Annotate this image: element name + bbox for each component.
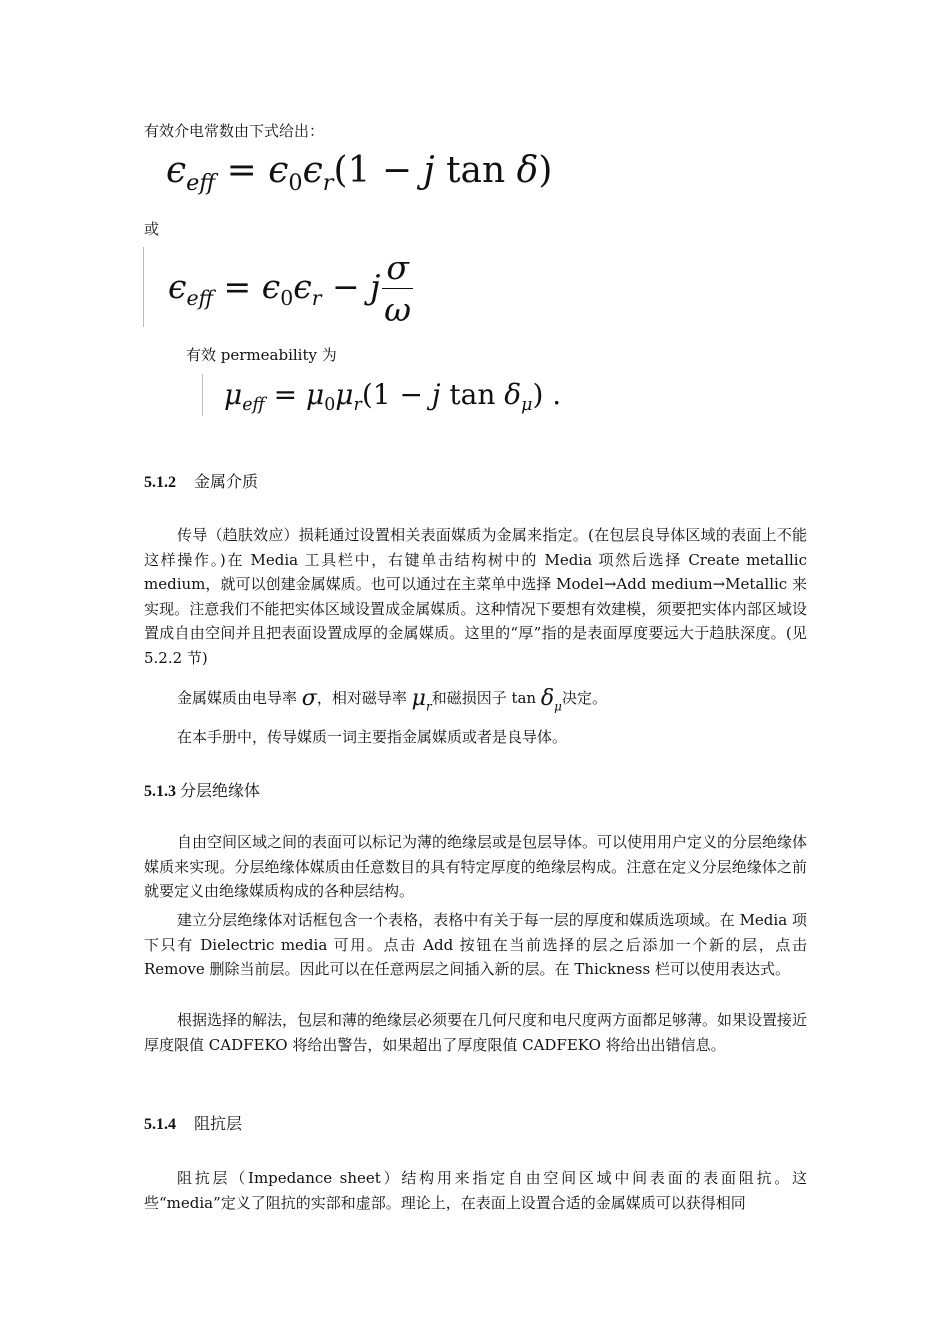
section-paragraph: 阻抗层（Impedance sheet）结构用来指定自由空间区域中间表面的表面阻抗。这些“media”定义了阻抗的实部和虚部。理论上，在表面上设置合适的金属媒质可以获得相同 (144, 1169, 807, 1212)
section-paragraph: 建立分层绝缘体对话框包含一个表格，表格中有关于每一层的厚度和媒质选项域。在 Media 项下只有 Dielectric media 可用。点击 Add 按钮在当前选择的层之后添加一个新的层，点击 Remove 删除当前层。因此可以在任意两层之间插入新的层。在 Thickness 栏可以使用表达式。 (144, 911, 807, 978)
formula-border (202, 374, 203, 416)
permeability-line: 有效 permeability 为 (186, 346, 337, 364)
section-heading-5-1-4: 5.1.4 阻抗层 (144, 1114, 243, 1133)
section-heading-5-1-3: 5.1.3 分层绝缘体 (144, 781, 261, 800)
section-paragraph: 传导（趋肤效应）损耗通过设置相关表面媒质为金属来指定。(在包层良导体区域的表面上不能这样操作。)在 Media 工具栏中，右键单击结构树中的 Media 项然后选择 Create metallic medium，就可以创建金属媒质。也可以通过在主菜单中选择 Model→Add medium→Metallic 来实现。注意我们不能把实体区域设置成金属媒质。这种情况下要想有效建模，须要把实体内部区域设置成自由空间并且把表面设置成厚的金属媒质。这里的“厚”指的是表面厚度要远大于趋肤深度。(见 5.2.2 节) (144, 526, 807, 667)
mu-r-symbol: $\mu_r$ (411, 686, 432, 714)
formula-eps-sigma: $\epsilon_{eff} = \epsilon_0\epsilon_r - j$ $\frac{\sigma}{\omega}$ (168, 248, 412, 329)
section-paragraph: 自由空间区域之间的表面可以标记为薄的绝缘层或是包层导体。可以使用用户定义的分层绝缘体媒质来实现。分层绝缘体媒质由任意数目的具有特定厚度的绝缘层构成。注意在定义分层绝缘体之前就要定义由绝缘媒质构成的各种层结构。 (144, 833, 808, 900)
fraction-sigma-omega: $\frac{\sigma}{\omega}$ (384, 248, 412, 329)
section-heading-5-1-2: 5.1.2 金属介质 (144, 472, 259, 491)
formula-mu: $\mu_{eff} = \mu_0\mu_r(1 - j$ $\tan \delta_\mu$) . (224, 378, 562, 416)
or-line: 或 (144, 220, 160, 238)
note-line: 在本手册中，传导媒质一词主要指金属媒质或者是良导体。 (177, 728, 568, 746)
sigma-symbol: σ (301, 686, 317, 711)
delta-mu-symbol: $\delta_\mu$ (540, 686, 562, 714)
formula-border (143, 247, 144, 327)
formula-eps-tan: $\epsilon_{eff} = \epsilon_0\epsilon_r(1 - j$ tan δ) (166, 150, 553, 196)
property-line: 金属媒质由电导率 σ，相对磁导率 $\mu_r$和磁损因子 $\tan \delta_\mu$决定。 (177, 686, 607, 714)
section-paragraph: 根据选择的解法，包层和薄的绝缘层必须要在几何尺度和电尺度两方面都足够薄。如果设置接近厚度限值 CADFEKO 将给出警告，如果超出了厚度限值 CADFEKO 将给出出错信息。 (144, 1011, 808, 1054)
intro-line: 有效介电常数由下式给出： (144, 122, 325, 140)
